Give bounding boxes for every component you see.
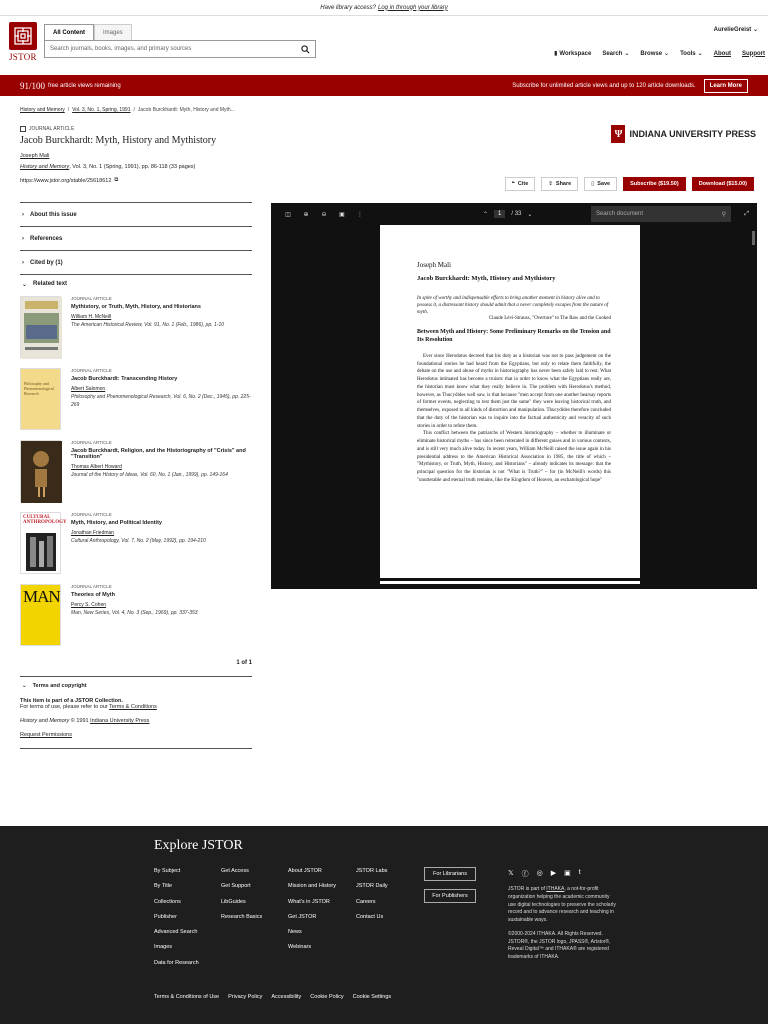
journal-cover-thumbnail[interactable] bbox=[20, 296, 61, 358]
nav-tools[interactable]: Tools ⌄ bbox=[680, 50, 703, 57]
terms-toggle[interactable]: ⌄ Terms and copyright bbox=[22, 683, 87, 689]
footer-link[interactable]: JSTOR Daily bbox=[356, 883, 388, 890]
article-views-banner bbox=[0, 75, 768, 96]
sidebar-toggle-icon[interactable]: ◫ bbox=[285, 211, 291, 218]
tumblr-icon[interactable]: t bbox=[578, 869, 581, 876]
breadcrumb-issue[interactable]: Vol. 3, No. 1, Spring, 1991 bbox=[72, 107, 131, 113]
request-permissions-link[interactable]: Request Permissions bbox=[20, 732, 72, 738]
footer-link[interactable]: Get Access bbox=[221, 868, 249, 874]
search-icon[interactable] bbox=[301, 45, 310, 54]
footer-title: Explore JSTOR bbox=[154, 838, 243, 853]
related-type: JOURNAL ARTICLE bbox=[71, 512, 112, 517]
site-footer bbox=[0, 826, 768, 1024]
chevron-down-icon: ⌄ bbox=[664, 51, 670, 57]
related-text-toggle[interactable]: ⌄ Related text bbox=[22, 281, 68, 288]
footer-link[interactable]: Get JSTOR bbox=[288, 913, 317, 920]
tab-images[interactable]: Images bbox=[94, 24, 132, 40]
chevron-right-icon: › bbox=[22, 235, 24, 242]
zoom-out-icon[interactable]: ⊖ bbox=[321, 211, 327, 218]
related-source: The American Historical Review, Vol. 91, No. 1 (Feb., 1986), pp. 1-10 bbox=[71, 322, 225, 328]
related-type: JOURNAL ARTICLE bbox=[71, 584, 112, 589]
more-options-icon[interactable]: ⋮ bbox=[357, 211, 363, 218]
article-author-link[interactable]: Joseph Mali bbox=[20, 153, 50, 159]
paper-paragraph: This conflict between the patriarchs of Western historiography – whether to illuminate or eliminate historical myths – has since been reiterated in different guises and in various contexts, and is still very much alive today. In recent years, William McNeill raised the issue again in his presidential address to the American Historical Association in 1985, the title of which – "Mythistory, or Truth, Myth, History, and Historians" – already indicates its message: that the principal question for the historian is not "What is Truth?" – for (in McNeill's words) this "unutterable and eternal truth remains, like the Kingdom of Heaven, an eschatological hope" bbox=[417, 431, 611, 483]
footer-link[interactable]: By Title bbox=[154, 883, 173, 890]
terms-section bbox=[20, 676, 252, 749]
list-item bbox=[20, 584, 252, 656]
related-author-link[interactable]: Percy S. Cohen bbox=[71, 602, 107, 608]
related-type: JOURNAL ARTICLE bbox=[71, 368, 112, 373]
terms-conditions-link[interactable]: Terms & Conditions bbox=[109, 704, 157, 710]
document-search-input[interactable] bbox=[591, 206, 731, 222]
breadcrumb: History and Memory / Vol. 3, No. 1, Spring, 1991 / Jacob Burckhardt: Myth, History and Myth... bbox=[20, 107, 235, 113]
zoom-in-icon[interactable]: ⊕ bbox=[303, 211, 309, 218]
jstor-logo-text: JSTOR bbox=[9, 52, 37, 62]
bookmark-icon: ▮ bbox=[554, 51, 558, 57]
search-scope-tabs bbox=[44, 24, 132, 40]
related-author-link[interactable]: Jonathan Friedman bbox=[71, 530, 115, 536]
paper-paragraph: Ever since Herodotus decreed that his duty as a historian was not to pass judgement on the foundational stories he had heard from the Egyptians, but only to relate them faithfully, the debate on the use and abuse of myths in historiography has never been safely laid to rest. What Herodotus intimated has become a truism: that in order to know what the Egyptians really are, the historian must know what they really believe in. The problem with Herodotus's method, however, as Thucydides well saw, is that because "men accept from one another hearsay reports of former events, neglecting to test them just the same" they were leaving historical truth, and themselves, exposed to all kinds of distortion and manipulation. Thucydides therefore concluded that the duty of the historian was to inquire into the factual authenticity and veracity of such stories in order to refute them. bbox=[417, 353, 611, 429]
document-icon bbox=[20, 126, 26, 132]
related-source: Cultural Anthropology, Vol. 7, No. 2 (May, 1992), pp. 194-210 bbox=[71, 538, 206, 544]
footer-link[interactable]: News bbox=[288, 929, 302, 936]
terms-note: For terms of use, please refer to our bbox=[20, 704, 110, 710]
list-item bbox=[20, 512, 252, 584]
cite-button[interactable]: ❝ Cite bbox=[505, 177, 536, 191]
jstor-logo[interactable] bbox=[9, 22, 39, 62]
paper-section-heading: Between Myth and History: Some Preliminary Remarks on the Tension and Its Resolution bbox=[417, 329, 611, 344]
page-navigator bbox=[483, 210, 532, 218]
viewer-toolbar bbox=[271, 203, 757, 225]
footer-link[interactable]: Webinars bbox=[288, 944, 312, 951]
paper-author: Joseph Mali bbox=[417, 261, 452, 269]
ithaka-link[interactable]: ITHAKA bbox=[546, 886, 565, 892]
footer-link[interactable]: Data for Research bbox=[154, 959, 199, 966]
fit-page-icon[interactable]: ▣ bbox=[339, 211, 345, 218]
cover-text: CULTURAL ANTHROPOLOGY bbox=[23, 515, 67, 526]
cited-by-toggle[interactable]: › Cited by (1) bbox=[20, 250, 252, 274]
footer-link[interactable]: JSTOR Labs bbox=[356, 868, 388, 874]
user-menu[interactable] bbox=[714, 26, 758, 33]
library-login-link[interactable]: Log in through your library bbox=[377, 4, 448, 11]
fullscreen-icon[interactable]: ⤢ bbox=[744, 210, 749, 217]
chevron-down-icon: ⌄ bbox=[22, 683, 27, 689]
related-title-link[interactable]: Jacob Burckhardt, Religion, and the Historiography of "Crisis" and "Transition" bbox=[71, 448, 246, 460]
cover-text: MAN bbox=[23, 587, 60, 606]
nav-browse[interactable]: Browse ⌄ bbox=[640, 50, 670, 57]
paper-title: Jacob Burckhardt: Myth, History and Mythistory bbox=[417, 275, 556, 282]
footer-link[interactable]: Mission and History bbox=[288, 883, 336, 890]
tab-all-content[interactable]: All Content bbox=[44, 24, 94, 40]
article-type: JOURNAL ARTICLE bbox=[20, 126, 480, 132]
viewer-scrollbar[interactable] bbox=[752, 231, 755, 245]
chevron-down-icon: ⌄ bbox=[22, 282, 28, 288]
page-up-icon[interactable]: ⌃ bbox=[483, 211, 489, 218]
footer-legal-link[interactable]: Terms & Conditions of Use bbox=[154, 994, 220, 1000]
footer-col-access bbox=[221, 868, 262, 929]
paper-epigraph: In spite of worthy and indispensable efforts to bring another moment in history alive and to possess it, a distressant history should admit that a never completely escapes from the nature of myth. bbox=[417, 296, 609, 315]
library-access-notice bbox=[0, 0, 768, 16]
related-type: JOURNAL ARTICLE bbox=[71, 440, 112, 445]
youtube-icon[interactable]: ▶ bbox=[550, 870, 557, 877]
library-access-text: Have library access? bbox=[320, 4, 376, 11]
footer-link[interactable]: LibGuides bbox=[221, 898, 246, 905]
footer-about: JSTOR is part of ITHAKA, a not-for-profit organization helping the academic community use digital technologies to preserve the scholarly record and to advance research and teaching in sustainable ways. ©2000-2024 ITHAKA. All Rights Reserved. JSTOR®, the JSTOR logo, JPASS®, Artstor®, Reveal Digital™ and ITHAKA® are registered trademarks of ITHAKA. bbox=[508, 886, 618, 962]
breadcrumb-current: Jacob Burckhardt: Myth, History and Myth... bbox=[137, 107, 235, 113]
document-search-placeholder: Search document bbox=[596, 211, 644, 217]
page-down-icon[interactable]: ⌄ bbox=[527, 211, 533, 218]
document-page bbox=[380, 225, 640, 578]
next-page-edge bbox=[380, 581, 640, 584]
related-author-link[interactable]: Albert Salomon bbox=[71, 386, 106, 392]
article-actions bbox=[505, 177, 754, 191]
learn-more-button[interactable]: Learn More bbox=[704, 79, 748, 93]
footer-copyright: ©2000-2024 ITHAKA. All Rights Reserved. JSTOR®, the JSTOR logo, JPASS®, Artstor®, Reveal Digital™ and ITHAKA® are registered trademarks of ITHAKA. bbox=[508, 930, 611, 960]
related-type: JOURNAL ARTICLE bbox=[71, 296, 112, 301]
quote-icon: ❝ bbox=[511, 181, 515, 187]
main-nav bbox=[554, 50, 765, 57]
footer-link[interactable]: What's in JSTOR bbox=[288, 898, 330, 905]
article-sidebar bbox=[20, 202, 252, 749]
chevron-right-icon: › bbox=[22, 259, 24, 266]
jstor-logo-icon bbox=[9, 22, 37, 50]
page-title: Jacob Burckhardt: Myth, History and Mythistory bbox=[20, 135, 217, 146]
footer-col-explore bbox=[154, 868, 199, 975]
chevron-down-icon: ⌄ bbox=[752, 27, 758, 33]
journal-link[interactable]: History and Memory bbox=[20, 164, 70, 170]
for-librarians-button[interactable]: For Librarians bbox=[424, 867, 476, 881]
journal-cover-thumbnail[interactable] bbox=[20, 584, 61, 646]
list-item bbox=[20, 368, 252, 440]
nav-search[interactable]: Search ⌄ bbox=[602, 50, 630, 57]
footer-link[interactable]: Publisher bbox=[154, 913, 177, 920]
related-title-link[interactable]: Theories of Myth bbox=[71, 592, 116, 598]
footer-legal-links bbox=[154, 994, 391, 1000]
footer-legal-link[interactable]: Cookie Settings bbox=[352, 994, 392, 1000]
related-text-section bbox=[20, 274, 252, 666]
bookmark-icon: ▯ bbox=[591, 181, 595, 187]
footer-link[interactable]: By Subject bbox=[154, 868, 181, 874]
copyright-journal: History and Memory bbox=[20, 718, 70, 724]
views-count: 91/100 bbox=[20, 80, 46, 91]
related-title-link[interactable]: Myth, History, and Political Identity bbox=[71, 520, 162, 526]
related-author-link[interactable]: Thomas Albert Howard bbox=[71, 464, 122, 470]
stable-url: https://www.jstor.org/stable/25618612 ⧉ bbox=[20, 177, 119, 184]
search-icon[interactable]: ⚲ bbox=[721, 211, 726, 218]
footer-legal-link[interactable]: Cookie Policy bbox=[310, 994, 344, 1000]
related-title-link[interactable]: Mythistory, or Truth, Myth, History, and Historians bbox=[71, 304, 201, 310]
footer-legal-link[interactable]: Privacy Policy bbox=[228, 994, 263, 1000]
social-links bbox=[508, 869, 581, 879]
footer-link[interactable]: Research Basics bbox=[221, 913, 263, 920]
page-total: / 33 bbox=[511, 211, 522, 217]
copy-icon[interactable]: ⧉ bbox=[114, 177, 119, 183]
article-source: History and Memory, Vol. 3, No. 1 (Spring, 1991), pp. 86-118 (33 pages) bbox=[20, 164, 196, 170]
twitter-icon[interactable]: 𝕏 bbox=[508, 870, 514, 877]
related-title-link[interactable]: Jacob Burckhardt: Transcending History bbox=[71, 376, 178, 382]
for-publishers-button[interactable]: For Publishers bbox=[424, 889, 476, 903]
footer-link[interactable]: Get Support bbox=[221, 883, 251, 890]
nav-workspace[interactable]: ▮ Workspace bbox=[554, 50, 592, 57]
paper-epigraph-source: Claude Lévi-Strauss, "Overture" to The Raw and the Cooked bbox=[488, 316, 611, 322]
page-number-input[interactable]: 1 bbox=[494, 210, 505, 218]
publisher-logo[interactable] bbox=[611, 125, 756, 143]
publisher-link[interactable]: Indiana University Press bbox=[90, 718, 150, 724]
search-input[interactable] bbox=[44, 40, 316, 58]
footer-link[interactable]: About JSTOR bbox=[288, 868, 322, 874]
chevron-down-icon: ⌄ bbox=[697, 51, 703, 57]
related-source: Journal of the History of Ideas, Vol. 60, No. 1 (Jan., 1999), pp. 149-164 bbox=[71, 472, 228, 478]
search-placeholder: Search journals, books, images, and primary sources bbox=[50, 46, 192, 52]
related-source: Philosophy and Phenomenological Research, Vol. 6, No. 2 (Dec., 1945), pp. 225-269 bbox=[71, 394, 251, 408]
nav-support[interactable]: Support bbox=[742, 50, 765, 57]
share-button[interactable]: ⇪ Share bbox=[541, 177, 578, 191]
list-item bbox=[20, 440, 252, 512]
subscribe-button[interactable]: Subscribe ($19.50) bbox=[623, 177, 686, 191]
footer-col-labs bbox=[356, 868, 388, 929]
footer-link[interactable]: Careers bbox=[356, 898, 376, 905]
user-name: AurelieGreist bbox=[713, 27, 752, 33]
cover-text: Philosophy and Phenomenological Research bbox=[24, 381, 54, 397]
breadcrumb-journal[interactable]: History and Memory bbox=[20, 107, 65, 113]
document-viewer bbox=[271, 203, 757, 589]
references-toggle[interactable]: › References bbox=[20, 226, 252, 250]
chevron-right-icon: › bbox=[22, 211, 24, 218]
nav-about[interactable]: About bbox=[713, 50, 731, 57]
article-info bbox=[20, 126, 480, 184]
footer-legal-link[interactable]: Accessibility bbox=[271, 994, 302, 1000]
instagram-icon[interactable]: ◎ bbox=[536, 870, 543, 877]
views-remaining-text: free article views remaining bbox=[48, 82, 121, 89]
share-icon: ⇪ bbox=[548, 181, 553, 187]
save-button[interactable]: ▯ Save bbox=[584, 177, 617, 191]
footer-link[interactable]: Contact Us bbox=[356, 913, 384, 920]
footer-col-about bbox=[288, 868, 336, 960]
journal-cover-thumbnail[interactable] bbox=[20, 368, 61, 430]
collection-note: This item is part of a JSTOR Collection. bbox=[20, 698, 123, 704]
site-header bbox=[0, 16, 768, 74]
facebook-icon[interactable]: ⓕ bbox=[521, 871, 529, 878]
related-pager: 1 of 1 bbox=[236, 660, 252, 666]
related-source: Man, New Series, Vol. 4, No. 3 (Sep., 1969), pp. 337-353 bbox=[71, 610, 198, 616]
footer-link[interactable]: Images bbox=[154, 944, 173, 951]
journal-cover-thumbnail[interactable] bbox=[20, 512, 67, 574]
footer-link[interactable]: Advanced Search bbox=[154, 929, 198, 936]
journal-cover-thumbnail[interactable] bbox=[20, 440, 61, 502]
related-author-link[interactable]: William H. McNeill bbox=[71, 314, 112, 320]
list-item bbox=[20, 296, 252, 368]
subscribe-cta-text: Subscribe for unlimited article views and up to 120 article downloads. bbox=[512, 82, 696, 89]
copyright-year: © 1991 bbox=[69, 718, 91, 724]
download-button[interactable]: Download ($15.00) bbox=[692, 177, 754, 191]
chevron-down-icon: ⌄ bbox=[624, 51, 630, 57]
iu-trident-icon: Ψ bbox=[611, 125, 625, 143]
footer-link[interactable]: Collections bbox=[154, 898, 181, 905]
linkedin-icon[interactable]: ▣ bbox=[564, 870, 571, 877]
about-this-issue-toggle[interactable]: › About this issue bbox=[20, 202, 252, 226]
publisher-name: INDIANA UNIVERSITY PRESS bbox=[629, 129, 756, 139]
